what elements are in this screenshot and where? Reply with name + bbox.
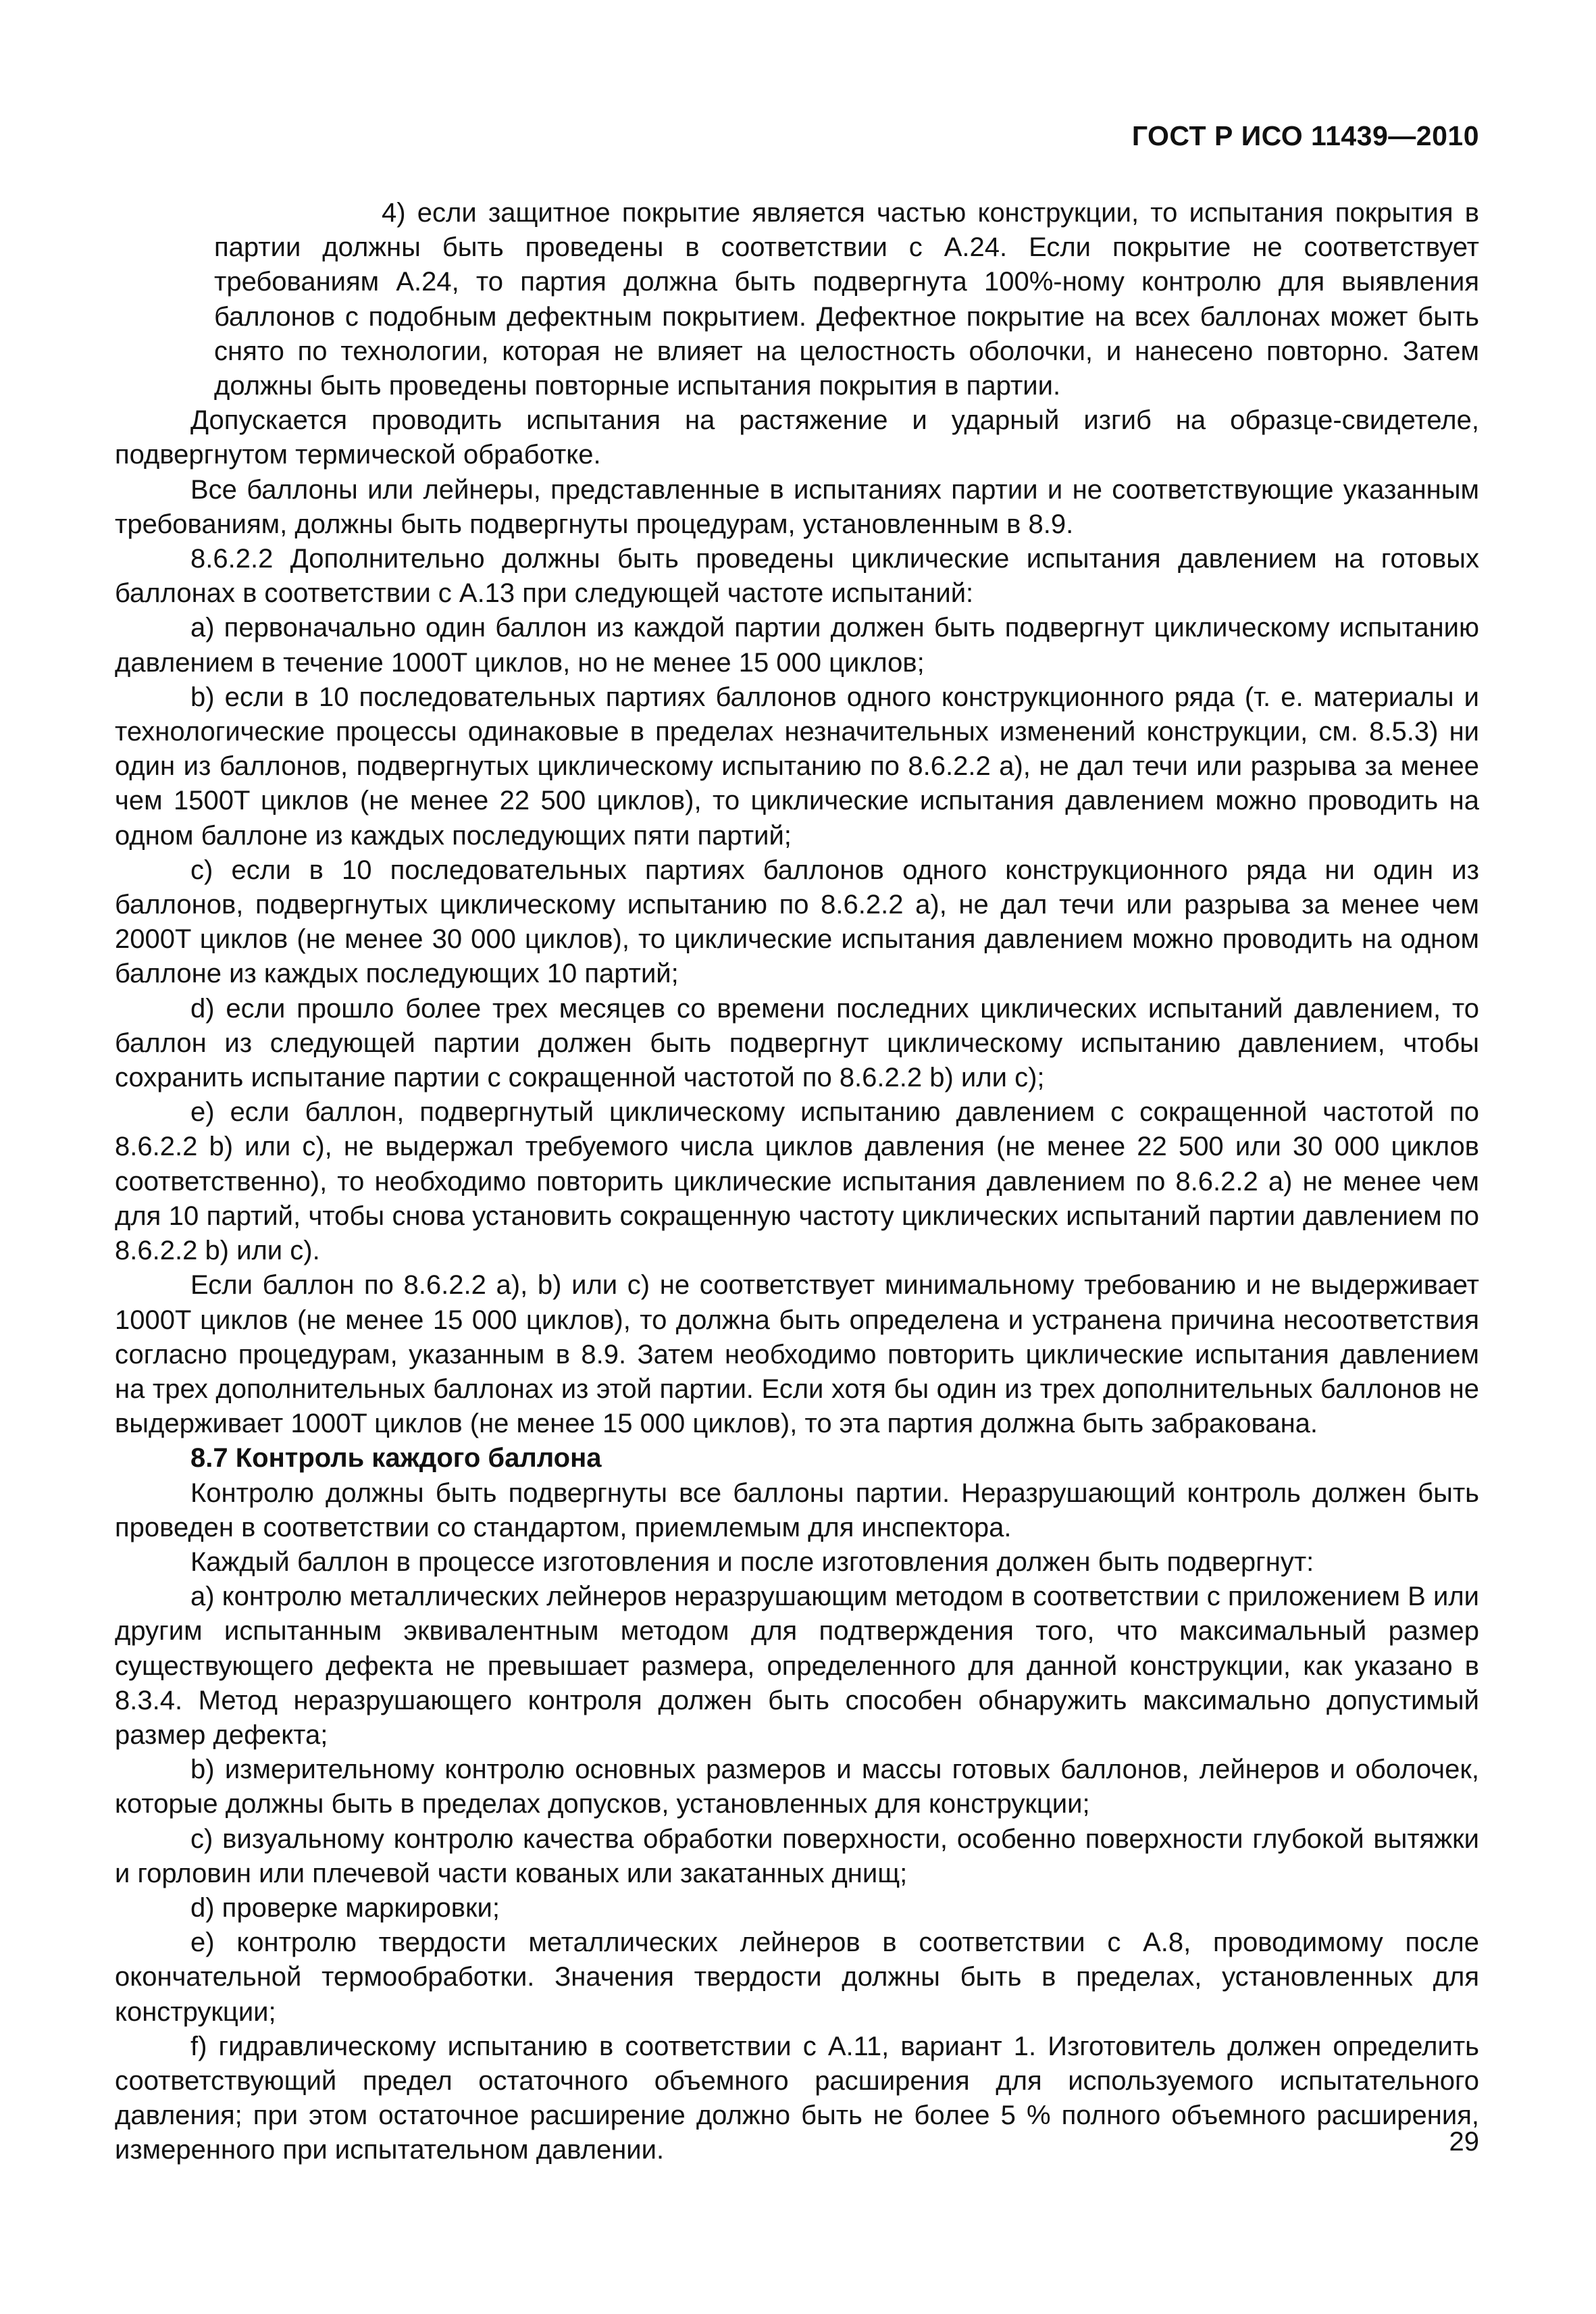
paragraph: Если баллон по 8.6.2.2 а), b) или c) не соответствует минимальному требованию и не выдерживает 1000T циклов (не менее 15 000 циклов), то должна быть определена и устранена причина несоответствия согласно процедурам, указанным в 8.9. Затем необходимо повторить циклические испытания давлением на трех дополнительных баллонах из этой партии. Если хотя бы один из трех дополнительных баллонов не выдерживает 1000T циклов (не менее 15 000 циклов), то эта партия должна быть забракована. <box>115 1270 1479 1439</box>
list-item: e) контролю твердости металлических лейнеров в соответствии с А.8, проводимому после окончательной термообработки. Значения твердости должны быть в пределах, установленных для конструкции; <box>115 1928 1479 2027</box>
document-body <box>115 196 1479 2168</box>
paragraph: Все баллоны или лейнеры, представленные в испытаниях партии и не соответствующие указанным требованиям, должны быть подвергнуты процедурам, установленным в 8.9. <box>115 474 1479 539</box>
paragraph: Каждый баллон в процессе изготовления и после изготовления должен быть подвергнут: <box>190 1546 1314 1577</box>
section-heading: 8.7 Контроль каждого баллона <box>190 1443 602 1474</box>
document-header: ГОСТ Р ИСО 11439—2010 <box>1131 120 1479 151</box>
paragraph: Контролю должны быть подвергнуты все баллоны партии. Неразрушающий контроль должен быть проведен в соответствии со стандартом, приемлемым для инспектора. <box>115 1478 1479 1542</box>
list-item: c) если в 10 последовательных партиях баллонов одного конструкционного ряда ни один из баллонов, подвергнутых циклическому испытанию по 8.6.2.2 а), не дал течи или разрыва за менее чем 2000T циклов (не менее 30 000 циклов), то циклические испытания давлением можно проводить на одном баллоне из каждых последующих 10 партий; <box>115 855 1479 989</box>
list-item: c) визуальному контролю качества обработки поверхности, особенно поверхности глубокой вытяжки и горловин или плечевой части кованых или закатанных днищ; <box>115 1823 1479 1888</box>
list-item: a) контролю металлических лейнеров неразрушающим методом в соответствии с приложением В или другим испытанным эквивалентным методом для подтверждения того, что максимальный размер существующего дефекта не превышает размера, определенного для данной конструкции, как указано в 8.3.4. Метод неразрушающего контроля должен быть способен обнаружить максимально допустимый размер дефекта; <box>115 1582 1479 1750</box>
list-item: b) измерительному контролю основных размеров и массы готовых баллонов, лейнеров и оболочек, которые должны быть в пределах допусков, установленных для конструкции; <box>115 1755 1479 1819</box>
paragraph: 4) если защитное покрытие является частью конструкции, то испытания покрытия в партии должны быть проведены в соответствии с А.24. Если покрытие не соответствует требованиям А.24, то партия должна быть подвергнута 100%-ному контролю для выявления баллонов с подобным дефектным покрытием. Дефектное покрытие на всех баллонах может быть снято по технологии, которая не влияет на целостность оболочки, и нанесено повторно. Затем должны быть проведены повторные испытания покрытия в партии. <box>214 198 1479 401</box>
list-item: f) гидравлическому испытанию в соответствии с А.11, вариант 1. Изготовитель должен определить соответствующий предел остаточного объемного расширения для используемого испытательного давления; при этом остаточное расширение должно быть не более 5 % полного объемного расширения, измеренного при испытательном давлении. <box>115 2031 1479 2165</box>
paragraph: 8.6.2.2 Дополнительно должны быть проведены циклические испытания давлением на готовых баллонах в соответствии с А.13 при следующей частоте испытаний: <box>115 544 1479 609</box>
list-item: d) если прошло более трех месяцев со времени последних циклических испытаний давлением, то баллон из следующей партии должен быть подвергнут циклическому испытанию давлением, чтобы сохранить испытание партии с сокращенной частотой по 8.6.2.2 b) или c); <box>115 993 1479 1093</box>
list-item: b) если в 10 последовательных партиях баллонов одного конструкционного ряда (т. е. материалы и технологические процессы одинаковые в пределах незначительных изменений конструкции, см. 8.5.3) ни один из баллонов, подвергнутых циклическому испытанию по 8.6.2.2 а), не дал течи или разрыва за менее чем 1500T циклов (не менее 22 500 циклов), то циклические испытания давлением можно проводить на одном баллоне из каждых последующих пяти партий; <box>115 682 1479 851</box>
paragraph: Допускается проводить испытания на растяжение и ударный изгиб на образце-свидетеле, подвергнутом термической обработке. <box>115 405 1479 470</box>
page-number: 29 <box>1449 2127 1479 2157</box>
list-item: e) если баллон, подвергнутый циклическому испытанию давлением с сокращенной частотой по 8.6.2.2 b) или c), не выдержал требуемого числа циклов давления (не менее 22 500 или 30 000 циклов соответственно), то необходимо повторить циклические испытания давлением по 8.6.2.2 а) не менее чем для 10 партий, чтобы снова установить сокращенную частоту циклических испытаний партии давлением по 8.6.2.2 b) или c). <box>115 1097 1479 1266</box>
list-item: a) первоначально один баллон из каждой партии должен быть подвергнут циклическому испытанию давлением в течение 1000T циклов, но не менее 15 000 циклов; <box>115 613 1479 678</box>
list-item: d) проверке маркировки; <box>190 1892 500 1923</box>
